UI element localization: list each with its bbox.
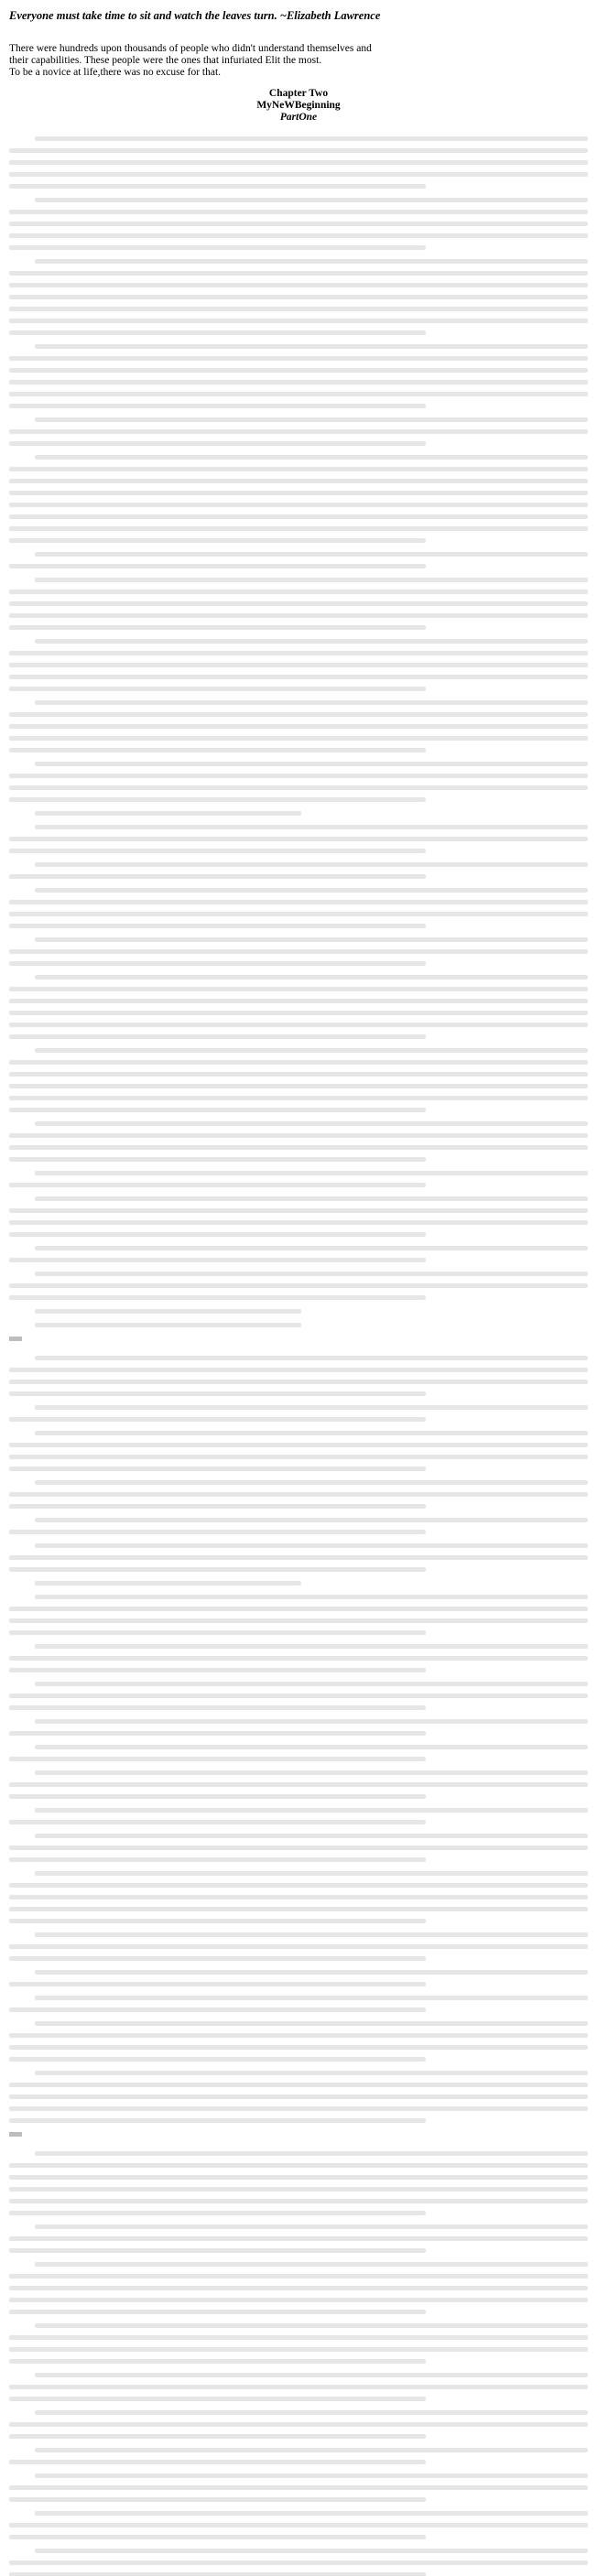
- text-line-placeholder: [9, 1705, 426, 1710]
- story-paragraph: [9, 1682, 588, 1710]
- text-line-placeholder: [35, 344, 588, 349]
- story-paragraph: [9, 2151, 588, 2215]
- text-line-placeholder: [9, 2057, 426, 2062]
- text-line-placeholder: [35, 1272, 588, 1276]
- text-line-placeholder: [9, 651, 588, 655]
- story-paragraph: [9, 1405, 588, 1422]
- text-line-placeholder: [9, 1907, 588, 1911]
- text-line-placeholder: [35, 455, 588, 460]
- text-line-placeholder: [9, 2083, 588, 2087]
- story-paragraph: [9, 1543, 588, 1572]
- intro-line: There were hundreds upon thousands of people who didn't understand themselves and: [9, 43, 372, 54]
- text-line-placeholder: [9, 380, 588, 384]
- text-line-placeholder: [9, 1220, 588, 1225]
- text-line-placeholder: [9, 1183, 426, 1187]
- text-line-placeholder: [9, 1504, 426, 1509]
- story-paragraph: [9, 825, 588, 853]
- text-line-placeholder: [35, 1770, 588, 1775]
- story-paragraph: [9, 552, 588, 568]
- text-line-placeholder: [35, 2373, 588, 2377]
- text-line-placeholder: [9, 1668, 426, 1672]
- text-line-placeholder: [9, 724, 588, 729]
- story-paragraph: [9, 1518, 588, 1534]
- story-paragraph: [9, 2410, 588, 2439]
- story-paragraph: [9, 259, 588, 335]
- story-paragraph: [9, 2224, 588, 2253]
- text-line-placeholder: [9, 564, 426, 568]
- text-line-placeholder: [9, 999, 588, 1003]
- story-paragraph: [9, 1932, 588, 1961]
- text-line-placeholder: [9, 1567, 426, 1572]
- story-paragraph: [9, 1431, 588, 1471]
- text-line-placeholder: [35, 2511, 588, 2516]
- text-line-placeholder: [9, 797, 426, 802]
- text-line-placeholder: [35, 1996, 588, 2000]
- story-paragraph: [9, 1171, 588, 1187]
- text-line-placeholder: [9, 712, 588, 717]
- text-line-placeholder: [9, 1618, 588, 1623]
- text-line-placeholder: [9, 2535, 426, 2539]
- story-paragraph: [9, 344, 588, 408]
- story-paragraph: [9, 1246, 588, 1262]
- text-line-placeholder: [9, 1782, 588, 1787]
- text-line-placeholder: [9, 2106, 588, 2111]
- text-line-placeholder: [9, 2359, 426, 2364]
- text-line-placeholder: [9, 148, 588, 153]
- story-paragraph: [9, 700, 588, 752]
- text-line-placeholder: [9, 849, 426, 853]
- text-line-placeholder: [35, 1745, 588, 1749]
- text-line-placeholder: [9, 2310, 426, 2314]
- text-line-placeholder: [9, 2045, 588, 2050]
- text-line-placeholder: [9, 2199, 588, 2203]
- text-line-placeholder: [9, 2485, 588, 2490]
- text-line-placeholder: [9, 271, 588, 276]
- text-line-placeholder: [35, 1405, 588, 1410]
- story-paragraph: [9, 1719, 588, 1736]
- text-line-placeholder: [9, 392, 588, 396]
- text-line-placeholder: [9, 987, 588, 991]
- text-line-placeholder: [9, 1455, 588, 1459]
- text-line-placeholder: [9, 1023, 588, 1027]
- text-line-placeholder: [35, 1246, 588, 1250]
- text-line-placeholder: [9, 1956, 426, 1961]
- story-paragraph: [9, 1121, 588, 1162]
- text-line-placeholder: [35, 552, 588, 557]
- story-paragraph: [9, 975, 588, 1039]
- story-paragraph: [9, 1196, 588, 1237]
- story-paragraph: [9, 1770, 588, 1799]
- text-line-placeholder: [9, 687, 426, 691]
- text-line-placeholder: [9, 2118, 426, 2123]
- text-line-placeholder: [9, 2523, 588, 2527]
- text-line-placeholder: [9, 924, 426, 928]
- text-line-placeholder: [35, 1719, 588, 1724]
- text-line-placeholder: [9, 1944, 588, 1949]
- text-line-placeholder: [35, 1518, 588, 1522]
- chapter-number: Chapter Two: [268, 88, 329, 99]
- story-paragraph: [9, 1834, 588, 1862]
- text-line-placeholder: [35, 2151, 588, 2156]
- text-line-placeholder: [9, 503, 588, 507]
- story-paragraph: [9, 1309, 588, 1314]
- text-line-placeholder: [35, 1048, 588, 1053]
- story-paragraph: [9, 2021, 588, 2062]
- text-line-placeholder: [9, 1694, 588, 1698]
- text-line-placeholder: [9, 1380, 588, 1384]
- text-line-placeholder: [35, 2549, 588, 2553]
- text-line-placeholder: [35, 862, 588, 867]
- text-line-placeholder: [9, 210, 588, 214]
- text-line-placeholder: [9, 467, 588, 471]
- text-line-placeholder: [35, 2262, 588, 2267]
- chapter-heading: [9, 88, 588, 124]
- text-line-placeholder: [9, 1757, 426, 1761]
- text-line-placeholder: [9, 2094, 588, 2099]
- text-line-placeholder: [35, 2448, 588, 2452]
- text-line-placeholder: [35, 2021, 588, 2026]
- text-line-placeholder: [35, 1323, 301, 1327]
- story-paragraph: [9, 1356, 588, 1396]
- story-paragraph: [9, 862, 588, 879]
- text-line-placeholder: [9, 1084, 588, 1088]
- text-line-placeholder: [9, 1883, 588, 1888]
- text-line-placeholder: [9, 283, 588, 287]
- text-line-placeholder: [9, 1607, 588, 1611]
- story-paragraph: [9, 1272, 588, 1300]
- text-line-placeholder: [35, 1171, 588, 1175]
- text-line-placeholder: [9, 1232, 426, 1237]
- text-line-placeholder: [9, 222, 588, 226]
- story-paragraph: [9, 639, 588, 691]
- story-paragraph: [9, 1871, 588, 1923]
- story-paragraph: [9, 2511, 588, 2539]
- text-line-placeholder: [9, 1258, 426, 1262]
- text-line-placeholder: [35, 1356, 588, 1360]
- text-line-placeholder: [9, 2385, 588, 2389]
- text-line-placeholder: [9, 1443, 588, 1447]
- text-line-placeholder: [9, 295, 588, 299]
- text-line-placeholder: [9, 1283, 588, 1288]
- text-line-placeholder: [35, 1682, 588, 1686]
- story-paragraph: [9, 2473, 588, 2502]
- text-line-placeholder: [9, 1157, 426, 1162]
- text-line-placeholder: [35, 762, 588, 766]
- text-line-placeholder: [9, 2572, 426, 2576]
- text-line-placeholder: [35, 1196, 588, 1201]
- text-line-placeholder: [35, 198, 588, 202]
- text-line-placeholder: [9, 2248, 426, 2253]
- text-line-placeholder: [35, 1644, 588, 1649]
- text-line-placeholder: [9, 1731, 426, 1736]
- text-line-placeholder: [35, 1871, 588, 1876]
- text-line-placeholder: [9, 949, 588, 954]
- text-line-placeholder: [9, 172, 588, 177]
- text-line-placeholder: [9, 736, 588, 741]
- story-paragraph: [9, 2448, 588, 2464]
- text-line-placeholder: [9, 1656, 588, 1661]
- intro-line: To be a novice at life,there was no excuse for that.: [9, 67, 222, 78]
- story-paragraph: [9, 811, 588, 816]
- text-line-placeholder: [9, 491, 588, 495]
- text-line-placeholder: [9, 184, 426, 189]
- story-paragraph: [9, 1996, 588, 2012]
- text-line-placeholder: [9, 1417, 426, 1422]
- text-line-placeholder: [9, 601, 588, 606]
- text-line-placeholder: [9, 2335, 588, 2340]
- text-line-placeholder: [9, 2211, 426, 2215]
- text-line-placeholder: [9, 538, 426, 543]
- text-line-placeholder: [9, 1630, 426, 1635]
- text-line-placeholder: [9, 1368, 588, 1372]
- text-line-placeholder: [9, 2236, 588, 2241]
- story-paragraph: [9, 2262, 588, 2314]
- text-line-placeholder: [35, 2410, 588, 2415]
- text-line-placeholder: [35, 1932, 588, 1937]
- text-line-placeholder: [9, 663, 588, 667]
- text-line-placeholder: [35, 259, 588, 264]
- text-line-placeholder: [9, 2560, 588, 2565]
- text-line-placeholder: [9, 307, 588, 311]
- text-line-placeholder: [9, 1108, 426, 1112]
- story-paragraph: [9, 578, 588, 630]
- story-body: [9, 136, 588, 2576]
- text-line-placeholder: [9, 1492, 588, 1497]
- text-line-placeholder: [35, 1480, 588, 1485]
- text-line-placeholder: [9, 2434, 426, 2439]
- story-paragraph: [9, 2549, 588, 2576]
- text-line-placeholder: [9, 785, 588, 790]
- text-line-placeholder: [9, 1895, 588, 1900]
- story-paragraph: [9, 455, 588, 543]
- story-paragraph: [9, 1595, 588, 1635]
- text-line-placeholder: [35, 937, 588, 942]
- text-line-placeholder: [35, 1808, 588, 1813]
- text-line-placeholder: [9, 1072, 588, 1077]
- text-line-placeholder: [9, 900, 588, 904]
- text-line-placeholder: [9, 774, 588, 778]
- text-line-placeholder: [9, 1857, 426, 1862]
- text-line-placeholder: [9, 837, 588, 841]
- text-line-placeholder: [35, 1431, 588, 1435]
- text-line-placeholder: [9, 2187, 588, 2192]
- text-line-placeholder: [9, 2298, 588, 2302]
- story-paragraph: [9, 1581, 588, 1586]
- text-line-placeholder: [9, 613, 588, 618]
- section-divider: [9, 2132, 22, 2137]
- text-line-placeholder: [9, 625, 426, 630]
- text-line-placeholder: [9, 1845, 588, 1850]
- text-line-placeholder: [35, 1309, 301, 1314]
- text-line-placeholder: [9, 479, 588, 483]
- text-line-placeholder: [9, 1467, 426, 1471]
- text-line-placeholder: [35, 1595, 588, 1599]
- intro-text: [9, 43, 588, 79]
- story-paragraph: [9, 1970, 588, 1986]
- text-line-placeholder: [9, 2163, 588, 2168]
- text-line-placeholder: [9, 2460, 426, 2464]
- text-line-placeholder: [9, 330, 426, 335]
- text-line-placeholder: [9, 368, 588, 373]
- text-line-placeholder: [9, 2274, 588, 2278]
- text-line-placeholder: [9, 748, 426, 752]
- story-paragraph: [9, 762, 588, 802]
- text-line-placeholder: [9, 1391, 426, 1396]
- text-line-placeholder: [35, 975, 588, 980]
- text-line-placeholder: [35, 1121, 588, 1126]
- text-line-placeholder: [9, 1820, 426, 1824]
- text-line-placeholder: [9, 1034, 426, 1039]
- text-line-placeholder: [9, 319, 588, 323]
- story-paragraph: [9, 1048, 588, 1112]
- text-line-placeholder: [9, 2008, 426, 2012]
- story-paragraph: [9, 198, 588, 250]
- text-line-placeholder: [35, 2323, 588, 2328]
- text-line-placeholder: [9, 1096, 588, 1100]
- text-line-placeholder: [9, 441, 426, 446]
- text-line-placeholder: [9, 2347, 588, 2352]
- text-line-placeholder: [9, 1011, 588, 1015]
- epigraph-quote: Everyone must take time to sit and watch the leaves turn. ~Elizabeth Lawrence: [9, 9, 381, 22]
- story-paragraph: [9, 1745, 588, 1761]
- text-line-placeholder: [35, 700, 588, 705]
- text-line-placeholder: [9, 1208, 588, 1213]
- text-line-placeholder: [35, 2224, 588, 2229]
- text-line-placeholder: [35, 417, 588, 422]
- chapter-part: PartOne: [279, 112, 318, 123]
- text-line-placeholder: [9, 1794, 426, 1799]
- text-line-placeholder: [9, 245, 426, 250]
- text-line-placeholder: [35, 811, 301, 816]
- text-line-placeholder: [9, 912, 588, 916]
- text-line-placeholder: [9, 2033, 588, 2038]
- text-line-placeholder: [9, 675, 588, 679]
- text-line-placeholder: [9, 590, 588, 594]
- text-line-placeholder: [9, 1145, 588, 1150]
- text-line-placeholder: [9, 1919, 426, 1923]
- text-line-placeholder: [9, 233, 588, 238]
- story-paragraph: [9, 937, 588, 966]
- chapter-title: MyNeWBeginning: [256, 100, 341, 111]
- intro-line: their capabilities. These people were the ones that infuriated Elit the most.: [9, 55, 322, 66]
- story-paragraph: [9, 1480, 588, 1509]
- text-line-placeholder: [35, 639, 588, 644]
- story-paragraph: [9, 2323, 588, 2364]
- text-line-placeholder: [35, 2473, 588, 2478]
- text-line-placeholder: [35, 1834, 588, 1838]
- text-line-placeholder: [35, 1543, 588, 1548]
- text-line-placeholder: [35, 825, 588, 829]
- text-line-placeholder: [9, 874, 426, 879]
- text-line-placeholder: [9, 1133, 588, 1138]
- text-line-placeholder: [9, 1060, 588, 1065]
- text-line-placeholder: [9, 1295, 426, 1300]
- text-line-placeholder: [35, 1970, 588, 1975]
- text-line-placeholder: [9, 961, 426, 966]
- story-paragraph: [9, 2071, 588, 2123]
- text-line-placeholder: [9, 526, 588, 531]
- text-line-placeholder: [9, 356, 588, 361]
- story-paragraph: [9, 1808, 588, 1824]
- story-paragraph: [9, 136, 588, 189]
- text-line-placeholder: [9, 404, 426, 408]
- text-line-placeholder: [35, 578, 588, 582]
- text-line-placeholder: [35, 1581, 301, 1586]
- text-line-placeholder: [9, 1982, 426, 1986]
- section-divider: [9, 1337, 22, 1341]
- text-line-placeholder: [35, 888, 588, 893]
- story-paragraph: [9, 2373, 588, 2401]
- story-paragraph: [9, 1644, 588, 1672]
- story-paragraph: [9, 888, 588, 928]
- text-line-placeholder: [35, 2071, 588, 2075]
- text-line-placeholder: [9, 2422, 588, 2427]
- text-line-placeholder: [9, 1555, 588, 1560]
- text-line-placeholder: [9, 2286, 588, 2290]
- text-line-placeholder: [9, 2497, 426, 2502]
- text-line-placeholder: [9, 2397, 426, 2401]
- text-line-placeholder: [35, 136, 588, 141]
- story-paragraph: [9, 1323, 588, 1327]
- text-line-placeholder: [9, 160, 588, 165]
- text-line-placeholder: [9, 2175, 588, 2180]
- text-line-placeholder: [9, 1530, 426, 1534]
- text-line-placeholder: [9, 429, 588, 434]
- story-paragraph: [9, 417, 588, 446]
- text-line-placeholder: [9, 514, 588, 519]
